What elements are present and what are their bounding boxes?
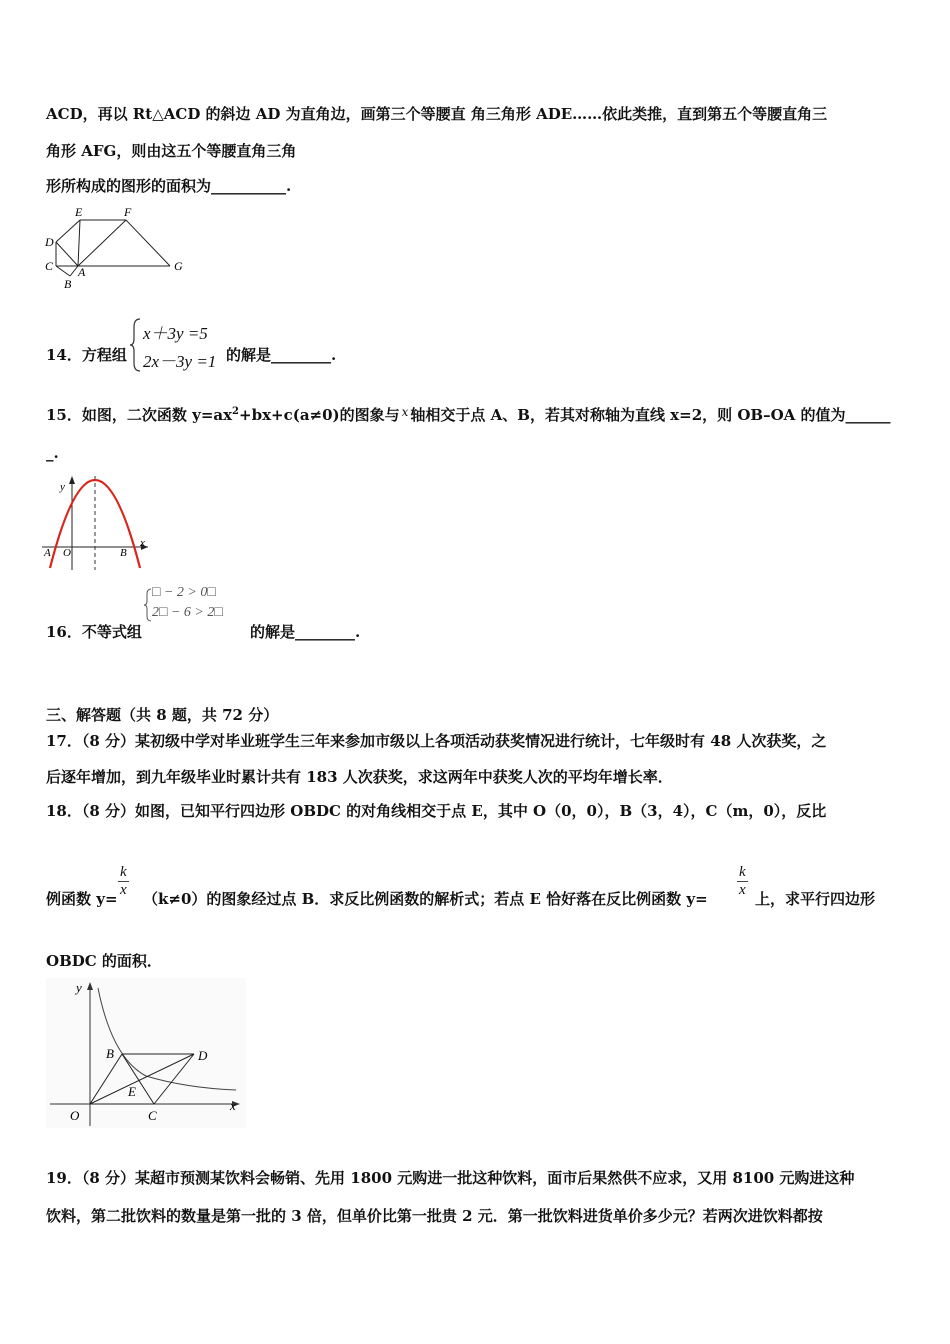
q14-suffix: 的解是 [226, 346, 272, 364]
q18-line1: 18．（8 分）如图，已知平行四边形 OBDC 的对角线相交于点 E，其中 O（0，0），B（3，4），C（m，0），反比 [46, 802, 827, 820]
q18-parallelogram-figure [46, 978, 246, 1128]
q18-fraction-2-numerator: k [739, 864, 746, 880]
q13-line3 [46, 175, 291, 196]
fig13-label-c: C [45, 259, 54, 273]
fig18-label-y: y [76, 980, 82, 995]
fig18-label-b: B [106, 1046, 114, 1061]
q15-line1 [46, 404, 891, 425]
q18-line2a: 例函数 y= [46, 890, 118, 908]
q16-prefix: 16．不等式组 [46, 623, 142, 641]
q18-line2b: （k≠0）的图象经过点 B．求反比例函数的解析式；若点 E 恰好落在反比例函数 y= [143, 890, 708, 908]
fig15-label-b: B [120, 547, 127, 559]
section-3-heading: 三、解答题（共 8 题，共 72 分） [46, 706, 279, 724]
q19-line2: 饮料，第二批饮料的数量是第一批的 3 倍，但单价比第一批贵 2 元．第一批饮料进货单价多少元？若两次进饮料都按 [46, 1207, 823, 1225]
q18-line3: OBDC 的面积． [46, 952, 162, 970]
q13-triangles-figure [40, 202, 200, 294]
fig18-label-d: D [198, 1048, 208, 1063]
fig15-label-y: y [60, 481, 65, 493]
fig18-label-o: O [70, 1108, 80, 1123]
q15-text-a: 15．如图，二次函数 y=ax [46, 406, 233, 424]
q16-inequality-2: 2□ − 6 > 2□ [152, 605, 223, 620]
q15-text-b: +bx+c(a≠0)的图象与 [239, 406, 400, 424]
q14-answer-blank: ________ [271, 346, 332, 364]
q14-brace [130, 317, 142, 373]
q18-fraction-1-numerator: k [120, 864, 127, 880]
q13-answer-blank: __________ [211, 177, 287, 195]
fig13-label-e: E [75, 205, 83, 219]
fig15-label-o: O [63, 547, 71, 559]
fig18-label-x: x [230, 1098, 236, 1113]
q13-line1: ACD，再以 Rt△ACD 的斜边 AD 为直角边，画第三个等腰直 角三角形 ADE……依此类推，直到第五个等腰直角三 [46, 105, 828, 123]
q15-text-c: 轴相交于点 A、B，若其对称轴为直线 x=2，则 OB–OA 的值为______ [410, 406, 891, 424]
q15-parabola-figure [40, 470, 160, 575]
q13-line3-suffix: . [286, 177, 292, 195]
fig15-label-x: x [140, 537, 145, 549]
q18-line2c: 上，求平行四边形 [755, 890, 876, 908]
q15-line2: _. [46, 444, 59, 462]
q14-prefix: 14．方程组 [46, 346, 127, 364]
fig18-label-c: C [148, 1108, 157, 1123]
q17-line1: 17．（8 分）某初级中学对毕业班学生三年来参加市级以上各项活动获奖情况进行统计，七年级时有 48 人次获奖，之 [46, 732, 827, 750]
q13-line2: 角形 AFG，则由这五个等腰直角三角 [46, 142, 297, 160]
fig15-label-a: A [44, 547, 51, 559]
fig13-label-f: F [124, 205, 132, 219]
q14-end: . [331, 346, 337, 364]
fig13-label-a: A [78, 265, 86, 279]
q18-fraction-2 [737, 864, 748, 899]
q14-equation-1: x＋3y =5 [143, 324, 208, 343]
q14-suffix-line [226, 344, 336, 365]
q15-x-variable: x [401, 405, 409, 419]
q19-line1: 19．（8 分）某超市预测某饮料会畅销、先用 1800 元购进一批这种饮料，面市后果然供不应求，又用 8100 元购进这种 [46, 1169, 855, 1187]
q17-line2: 后逐年增加，到九年级毕业时累计共有 183 人次获奖，求这两年中获奖人次的平均年增长率． [46, 768, 673, 786]
fig13-label-d: D [45, 235, 54, 249]
fig18-label-e: E [128, 1084, 136, 1099]
q13-line3-prefix: 形所构成的图形的面积为 [46, 177, 212, 195]
q16-answer-blank: ________ [295, 623, 356, 641]
fig13-label-g: G [174, 259, 183, 273]
fig13-label-b: B [64, 277, 72, 291]
q14-equation-2: 2x－3y =1 [143, 352, 217, 371]
q18-fraction-2-denominator: x [739, 882, 746, 898]
q18-fraction-1-denominator: x [120, 882, 127, 898]
q18-fraction-1 [118, 864, 129, 899]
q16-brace [144, 588, 152, 622]
q16-suffix: 的解是 [250, 623, 296, 641]
q16-inequality-1: □ − 2 > 0□ [152, 585, 216, 600]
q16-end: . [355, 623, 361, 641]
q15-superscript: 2 [232, 406, 240, 417]
q16-suffix-line [250, 621, 360, 642]
